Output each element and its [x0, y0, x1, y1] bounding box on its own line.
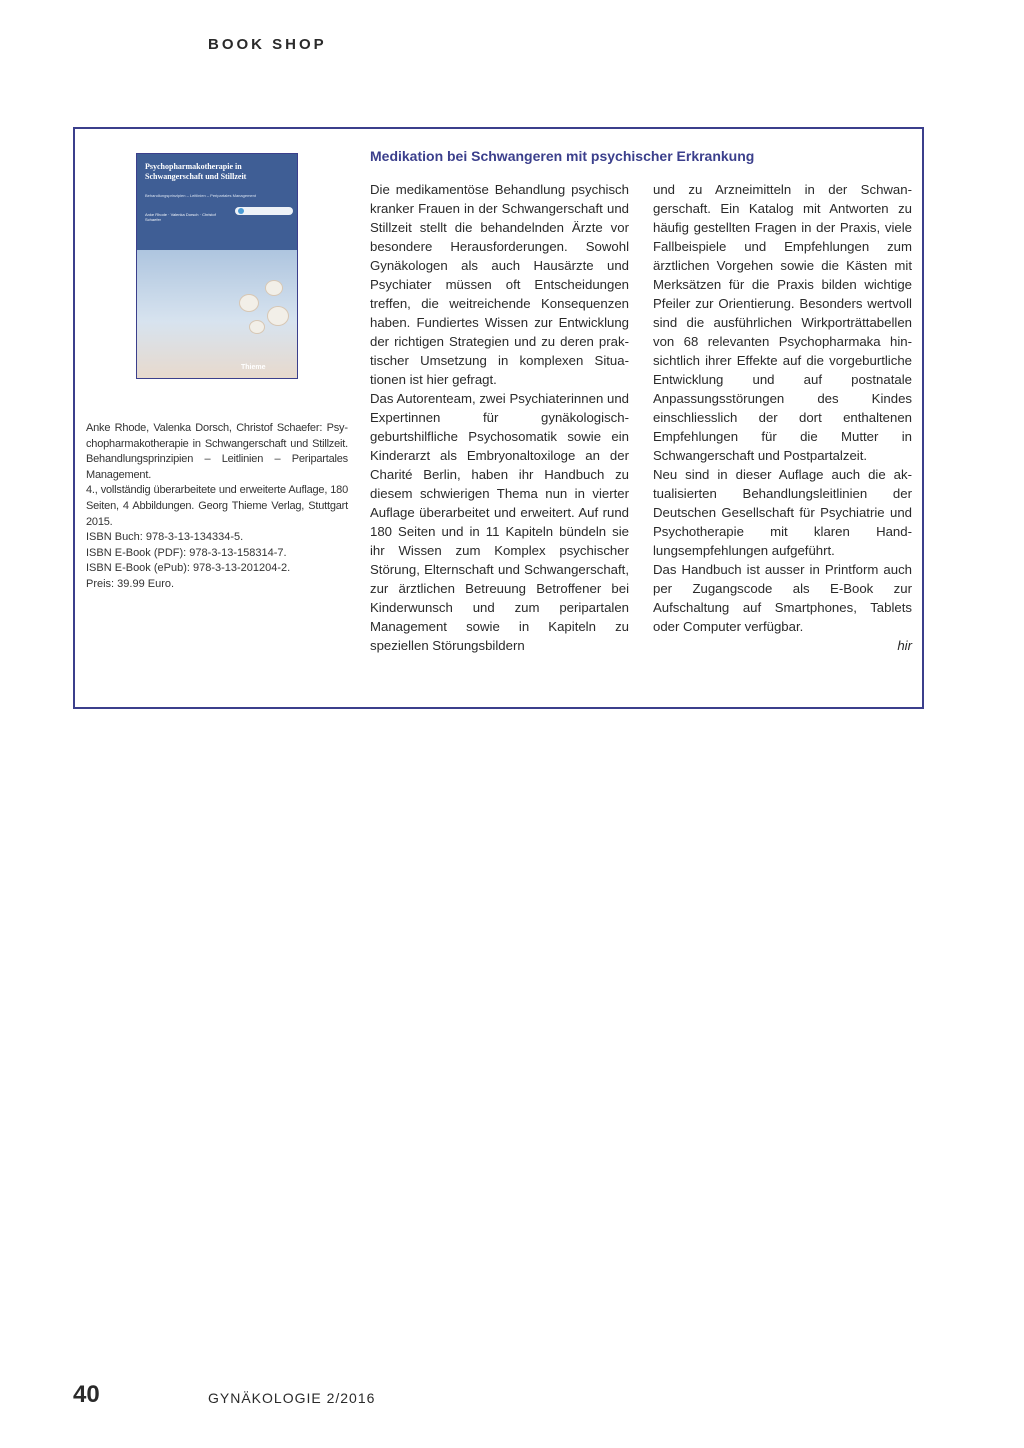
cover-embryo-icon [249, 320, 265, 334]
isbn-epub: ISBN E-Book (ePub): 978-3-13-201204-2. [86, 562, 291, 575]
cover-embryo-icon [239, 294, 259, 312]
book-cover-image [136, 153, 298, 379]
article-paragraph: Neu sind in dieser Auflage auch die aktualisierten Behandlungsleitlinien der Deutschen Gesellschaft für Psychiatrie und Psychotherapie mit klaren Handlungsempfehlungen aufgeführt. [653, 467, 912, 558]
author-signature: hir [897, 638, 912, 653]
section-label: BOOK SHOP [208, 36, 327, 53]
ebook-badge-icon [238, 208, 244, 214]
book-details [86, 421, 348, 593]
article-column-1 [370, 180, 629, 655]
article-paragraph: Das Autorenteam, zwei Psychiaterinnen und Expertinnen für gynäkologisch-geburtshilfliche Psychosomatik sowie ein Kinderarzt als Embryonaltoxiloge an der Charité Berlin, haben ihr Handbuch zu diesem schwierigen Thema nun in vierter Auflage überarbeitet und erweitert. Auf rund 180 Seiten und in 11 Kapiteln bündeln sie ihr Wissen zum Komplex psychischer Störung, Elternschaft und Schwangerschaft, zur ärztlichen Betreuung Betroffener bei Kinderwunsch und zum peripartalen Management sowie in Kapiteln zu speziellen Störungsbildern [370, 391, 629, 653]
article-title: Medikation bei Schwangeren mit psychischer Erkrankung [370, 148, 755, 164]
book-price: Preis: 39.99 Euro. [86, 577, 175, 590]
article-paragraph: Die medikamentöse Behandlung psychisch kranker Frauen in der Schwangerschaft und Stillzeit stellt die behandelnden Ärzte vor besondere Herausforderungen. Sowohl Gynäkologen als auch Hausärzte und Psychiater müssen oft Entscheidungen treffen, die weitreichende Konsequenzen haben. Fundiertes Wissen zur Entwicklung der richtigen Strategien und zu deren praktischer Umsetzung in komplexen Situationen ist hier gefragt. [370, 182, 629, 387]
cover-subtitle: Behandlungsprinzipien – Leitlinien – Peripartales Management [145, 193, 256, 198]
article-paragraph: Das Handbuch ist ausser in Printform auch per Zugangscode als E-Book zur Aufschaltung auf Smartphones, Tablets oder Computer verfügbar. [653, 562, 912, 634]
cover-ebook-badge [235, 207, 293, 215]
cover-publisher-logo: Thieme [241, 364, 266, 371]
book-edition: 4., vollständig überarbeitete und erweiterte Auflage, 180 Seiten, 4 Abbildungen. Georg Thieme Verlag, Stuttgart 2015. [86, 484, 348, 528]
article-paragraph: und zu Arzneimitteln in der Schwangerschaft. Ein Katalog mit Antworten zu häufig gestellten Fragen in der Praxis, viele Fallbeispiele und Empfehlungen zum ärztlichen Vorgehen sowie die Kästen mit Merksätzen für die Praxis bilden wichtige Pfeiler zur Orientierung. Besonders wertvoll sind die ausführlichen Wirkporträttabellen von 68 relevanten Psychopharmaka hinsichtlich ihrer Effekte auf die vorgeburtliche Entwicklung und auf postnatale Anpassungsstörungen des Kindes einschliesslich der dort enthaltenen Empfehlungen für die Mutter in Schwangerschaft und Postpartalzeit. [653, 182, 912, 463]
cover-authors: Anke Rhode · Valenka Dorsch · Christof Schaefer [145, 212, 216, 222]
book-citation: Anke Rhode, Valenka Dorsch, Christof Schaefer: Psychopharmakotherapie in Schwangerschaft und Stillzeit. Behandlungsprinzipien – Leitlinien – Peripartales Management. [86, 422, 348, 481]
isbn-print: ISBN Buch: 978-3-13-134334-5. [86, 531, 244, 544]
cover-embryo-icon [265, 280, 283, 296]
cover-embryo-icon [267, 306, 289, 326]
article-column-2 [653, 180, 912, 655]
isbn-pdf: ISBN E-Book (PDF): 978-3-13-158314-7. [86, 546, 287, 559]
journal-name: GYNÄKOLOGIE 2/2016 [208, 1390, 376, 1406]
page-number: 40 [73, 1381, 100, 1408]
cover-photo [137, 250, 297, 379]
cover-title: Psychopharmakotherapie in Schwangerschaft und Stillzeit [145, 162, 247, 181]
